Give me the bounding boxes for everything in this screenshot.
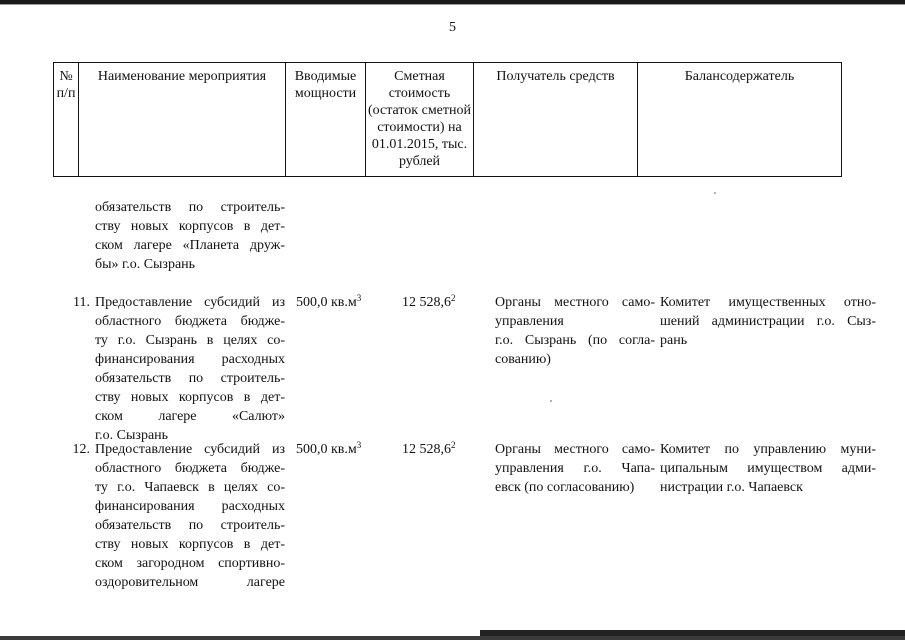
row-11-name-line: ском лагере «Салют» bbox=[95, 409, 285, 424]
scan-edge-top-shadow bbox=[0, 4, 905, 5]
row-11-holder-line: шений администрации г.о. Сыз- bbox=[660, 314, 876, 329]
row-12-recipient-line: Органы местного само- bbox=[495, 442, 655, 457]
row-12-name-line: ском загородном спортивно- bbox=[95, 556, 285, 571]
row-11-recipient-line: управления bbox=[495, 314, 564, 329]
row-11-name-line: областного бюджета бюдже- bbox=[95, 314, 285, 329]
row-11-name-line: обязательств по строитель- bbox=[95, 371, 285, 386]
continuation-line: бы» г.о. Сызрань bbox=[95, 257, 196, 272]
table-header bbox=[53, 62, 842, 177]
row-12-number: 12. bbox=[72, 442, 90, 457]
continuation-cell bbox=[95, 198, 285, 274]
row-11-name-line: ству новых корпусов в дет- bbox=[95, 390, 285, 405]
row-11-recipient-line: г.о. Сызрань (по согла- bbox=[495, 333, 655, 348]
continuation-line: обязательств по строитель- bbox=[95, 200, 285, 215]
row-12-holder-line: нистрации г.о. Чапаевск bbox=[660, 480, 803, 495]
row-12-capacity: 500,0 $кв.м^3$ bbox=[296, 440, 362, 457]
continuation-line: ском лагере «Планета друж- bbox=[95, 238, 285, 253]
row-11-recipient bbox=[495, 293, 655, 369]
row-11-cost-sup: 2 bbox=[451, 293, 456, 303]
page-number: 5 bbox=[449, 20, 456, 35]
scan-speck bbox=[714, 192, 716, 194]
row-12-name-line: областного бюджета бюдже- bbox=[95, 461, 285, 476]
row-12-name-line: обязательств по строитель- bbox=[95, 518, 285, 533]
row-12-capacity-sup: 3 bbox=[356, 440, 362, 450]
row-12-recipient-line: управления г.о. Чапа- bbox=[495, 461, 655, 476]
header-estimated-cost: Сметная стоимость (остаток сметной стоимости) на 01.01.2015, тыс. рублей bbox=[366, 63, 474, 177]
row-12-name-line: финансирования расходных bbox=[95, 499, 285, 514]
row-11-capacity-sup: 3 bbox=[356, 293, 362, 303]
header-number: № п/п bbox=[54, 63, 79, 177]
row-11-holder-line: рань bbox=[660, 333, 688, 348]
header-balance-holder: Балансодержатель bbox=[638, 63, 842, 177]
row-12-holder bbox=[660, 440, 876, 497]
row-11-holder bbox=[660, 293, 876, 350]
row-12-name-line: оздоровительном лагере bbox=[95, 575, 285, 590]
row-11-name-line: ту г.о. Сызрань в целях со- bbox=[95, 333, 285, 348]
scan-edge-bottom-shadow bbox=[0, 636, 905, 640]
row-11-recipient-line: сованию) bbox=[495, 352, 551, 367]
row-12-holder-line: ципальным имуществом адми- bbox=[660, 461, 876, 476]
header-recipient: Получатель средств bbox=[474, 63, 638, 177]
row-12-cost-sup: 2 bbox=[451, 440, 456, 450]
row-12-recipient bbox=[495, 440, 655, 497]
row-12-name-line: ту г.о. Чапаевск в целях со- bbox=[95, 480, 285, 495]
row-12-name-line: Предоставление субсидий из bbox=[95, 442, 285, 457]
continuation-line: ству новых корпусов в дет- bbox=[95, 219, 285, 234]
header-capacity: Вводимые мощности bbox=[286, 63, 366, 177]
row-11-number: 11. bbox=[73, 295, 90, 310]
row-12-name-line: ству новых корпусов в дет- bbox=[95, 537, 285, 552]
scan-speck bbox=[550, 400, 552, 402]
row-11-name bbox=[95, 293, 285, 445]
row-12-recipient-line: евск (по согласованию) bbox=[495, 480, 635, 495]
row-11-name-line: г.о. Сызрань bbox=[95, 428, 169, 443]
row-12-name bbox=[95, 440, 285, 592]
row-11-recipient-line: Органы местного само- bbox=[495, 295, 655, 310]
row-12-cost: 12 528,6$^2$ bbox=[402, 440, 456, 457]
row-11-cost: 12 528,6$^2$ bbox=[402, 293, 456, 310]
row-11-holder-line: Комитет имущественных отно- bbox=[660, 295, 876, 310]
row-11-name-line: финансирования расходных bbox=[95, 352, 285, 367]
row-12-holder-line: Комитет по управлению муни- bbox=[660, 442, 876, 457]
row-11-capacity: 500,0 $кв.м^3$ bbox=[296, 293, 362, 310]
row-11-name-line: Предоставление субсидий из bbox=[95, 295, 285, 310]
header-event-name: Наименование мероприятия bbox=[79, 63, 286, 177]
